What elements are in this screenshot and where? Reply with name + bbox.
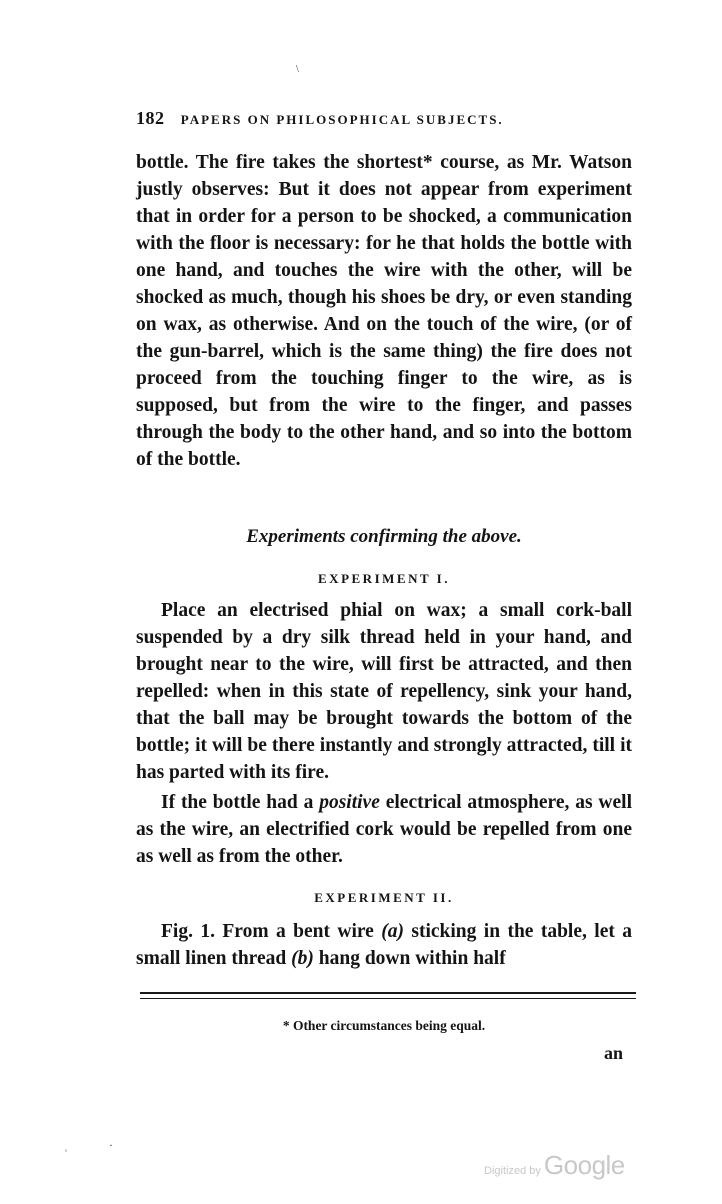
page-number: 182: [136, 108, 165, 128]
exp2-text-c: hang down within half: [313, 948, 506, 969]
experiment-2-heading: EXPERIMENT II.: [314, 890, 454, 905]
intro-paragraph: bottle. The fire takes the shortest* course, as Mr. Watson justly observes: But it does not appear from experiment that in order for a person to be shocked, a communication with the floor is necessary: for he that holds the bottle with one hand, and touches the wire with the other, will be shocked as much, though his shoes be dry, or even standing on wax, as otherwise. And on the touch of the wire, (or of the gun-barrel, which is the same thing) the fire does not proceed from the touching finger to the wire, as is supposed, but from the wire to the finger, and passes through the body to the other hand, and so into the bottom of the bottle.: [136, 152, 632, 470]
experiment-1-note: [136, 789, 632, 870]
scan-speck: ·: [109, 1138, 113, 1152]
exp2-text-b: sticking in the table, let a small linen thread: [136, 921, 632, 969]
scan-speck: \: [296, 64, 299, 75]
label-b: (b): [291, 948, 314, 969]
section-heading: Experiments confirming the above.: [246, 526, 522, 547]
footnote-rule: [140, 992, 636, 994]
watermark-brand: Google: [543, 1150, 625, 1180]
running-title: PAPERS ON PHILOSOPHICAL SUBJECTS.: [180, 112, 504, 127]
note-italic-word: positive: [319, 792, 380, 813]
experiment-1-heading: EXPERIMENT I.: [318, 571, 450, 586]
digitized-watermark: [484, 1150, 625, 1181]
experiment-1-paragraph: Place an electrised phial on wax; a small cork-ball suspended by a dry silk thread held in your hand, and brought near to the wire, will first be attracted, and then repelled: when in this state of repellency, sink your hand, that the ball may be brought towards the bottom of the bottle; it will be there instantly and strongly attracted, till it has parted with its fire.: [136, 600, 632, 783]
note-text-before: If the bottle had a: [161, 792, 320, 813]
exp2-text-a: From a bent wire: [214, 921, 382, 942]
experiment-2-paragraph: [136, 918, 632, 972]
page-header: [136, 108, 636, 129]
figure-reference: Fig. 1.: [161, 921, 215, 942]
note-text-after: electrical atmosphere, as well as the wire, an electrified cork would be repelled from one as well as from the other.: [136, 792, 632, 867]
scan-speck: ˌ: [64, 1138, 68, 1152]
watermark-prefix: Digitized by: [484, 1165, 544, 1177]
label-a: (a): [381, 921, 404, 942]
catchword: an: [604, 1043, 624, 1063]
footnote: * Other circumstances being equal.: [282, 1018, 486, 1033]
footnote-rule-thin: [140, 998, 636, 999]
